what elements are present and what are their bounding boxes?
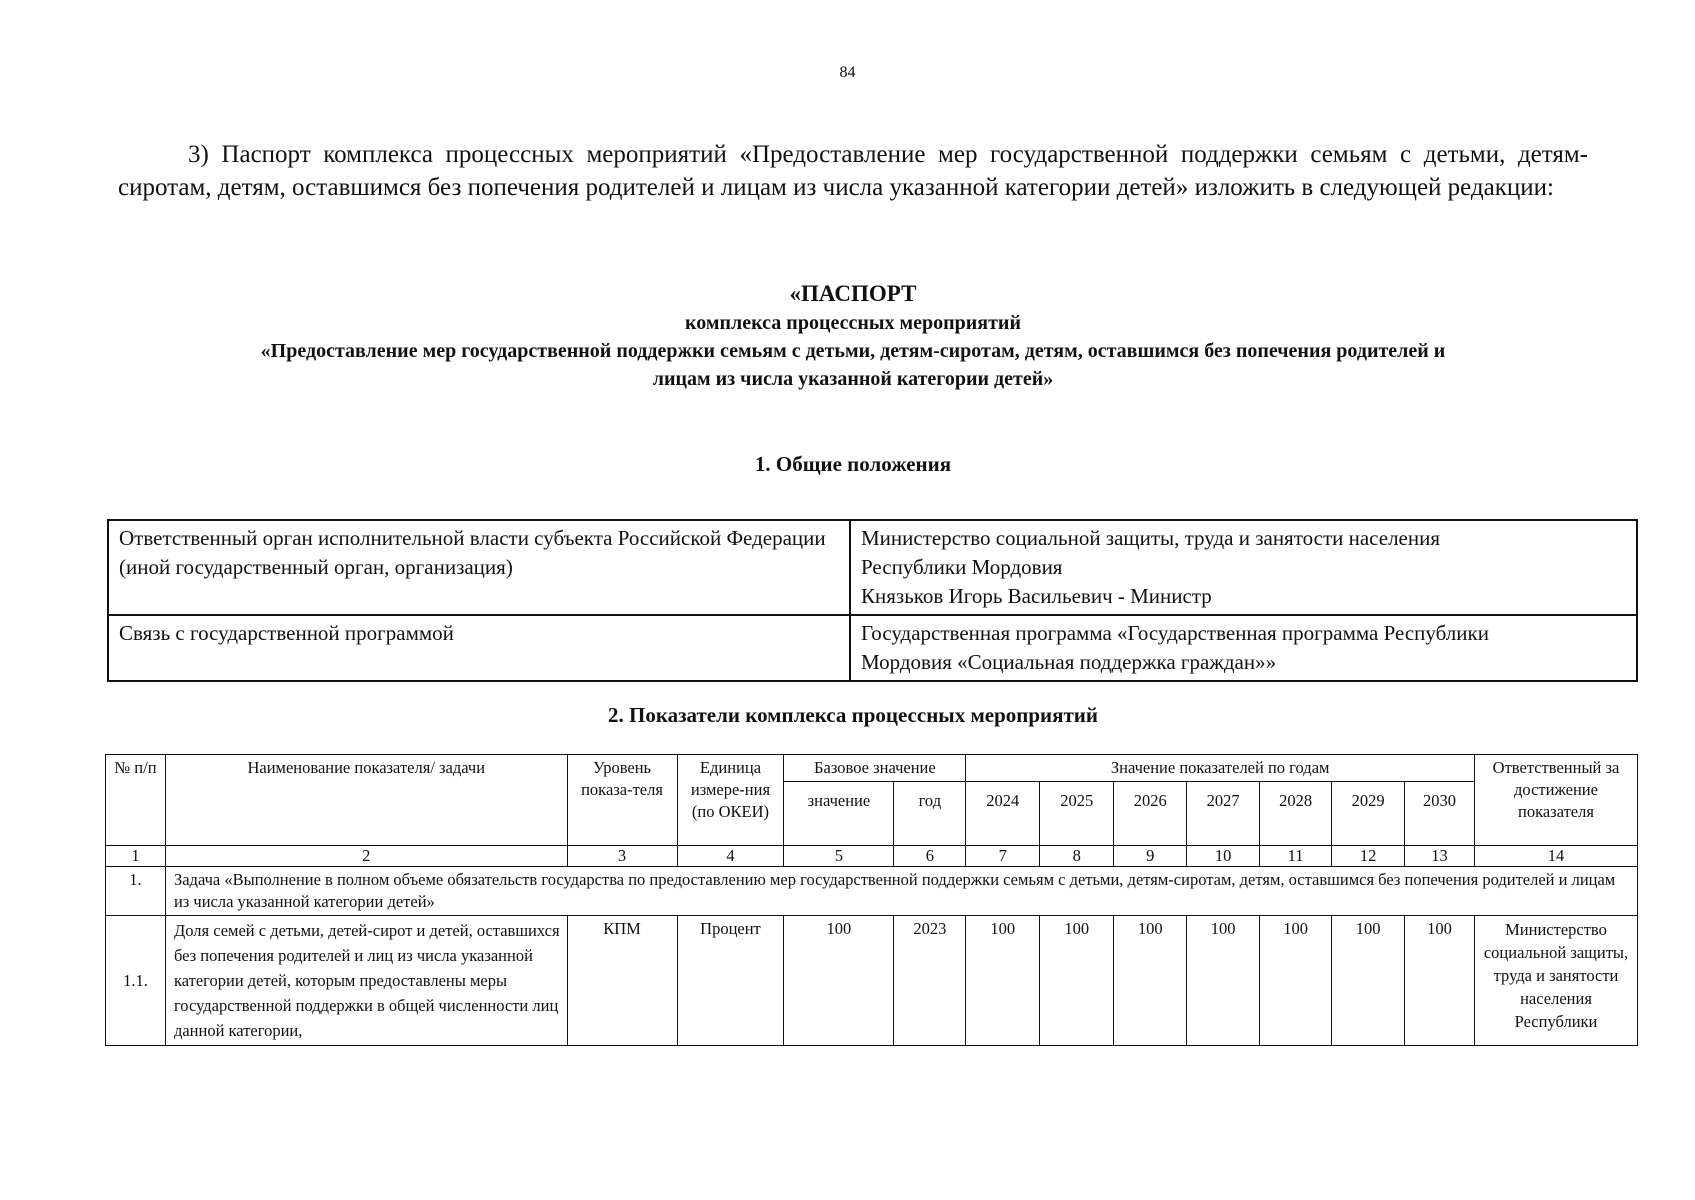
header-base-year: год — [894, 782, 966, 846]
col-number: 13 — [1405, 846, 1475, 867]
header-base: Базовое значение — [784, 755, 966, 782]
base-year: 2023 — [894, 916, 966, 1046]
header-year: 2030 — [1405, 782, 1475, 846]
section2-title: 2. Показатели комплекса процессных мероприятий — [607, 703, 1098, 727]
col-number: 12 — [1332, 846, 1405, 867]
value-line: Республики Мордовия — [861, 555, 1063, 579]
intro-text: 3) Паспорт комплекса процессных мероприятий «Предоставление мер государственной поддержки семьям с детьми, детям-сиротам, детям, оставшимся без попечения родителей и лицам из числа указанной категории детей» изложить в следующей редакции: — [118, 141, 1588, 201]
col-number: 10 — [1187, 846, 1260, 867]
year-value: 100 — [1114, 916, 1187, 1046]
section1-title: 1. Общие положения — [754, 452, 952, 476]
header-year: 2024 — [966, 782, 1040, 846]
col-number: 11 — [1260, 846, 1332, 867]
year-value: 100 — [1332, 916, 1405, 1046]
year-value: 100 — [1040, 916, 1114, 1046]
col-number: 1 — [106, 846, 166, 867]
col-number: 8 — [1040, 846, 1114, 867]
page-number: 84 — [839, 64, 856, 81]
year-value: 100 — [1260, 916, 1332, 1046]
col-number: 5 — [784, 846, 894, 867]
year-value: 100 — [1187, 916, 1260, 1046]
row-value — [850, 615, 1637, 681]
col-number: 2 — [165, 846, 567, 867]
row-num: 1.1. — [106, 916, 166, 1046]
row-label: Ответственный орган исполнительной власти субъекта Российской Федерации (иной государственный орган, организация) — [108, 520, 850, 615]
header-row — [106, 755, 1638, 782]
passport-heading — [118, 279, 1588, 393]
passport-title: «ПАСПОРТ — [789, 281, 917, 306]
indicators-table — [105, 754, 1638, 1046]
year-value: 100 — [966, 916, 1040, 1046]
column-numbers-row — [106, 846, 1638, 867]
header-year: 2026 — [1114, 782, 1187, 846]
intro-paragraph — [118, 138, 1588, 204]
table-row — [108, 520, 1637, 615]
header-years-group: Значение показателей по годам — [966, 755, 1475, 782]
table-row — [108, 615, 1637, 681]
header-base-value: значение — [784, 782, 894, 846]
header-responsible: Ответственный за достижение показателя — [1475, 755, 1638, 846]
header-year: 2025 — [1040, 782, 1114, 846]
task-row — [106, 867, 1638, 916]
general-provisions-table — [107, 519, 1638, 682]
passport-name-line2: лицам из числа указанной категории детей» — [652, 368, 1054, 390]
value-line: Князьков Игорь Васильевич - Министр — [861, 584, 1212, 608]
col-number: 6 — [894, 846, 966, 867]
row-label: Связь с государственной программой — [108, 615, 850, 681]
passport-name-line1: «Предоставление мер государственной поддержки семьям с детьми, детям-сиротам, детям, оставшимся без попечения родителей и — [260, 340, 1446, 362]
header-num: № п/п — [106, 755, 166, 846]
base-value: 100 — [784, 916, 894, 1046]
col-number: 4 — [677, 846, 784, 867]
value-line: Государственная программа «Государственная программа Республики — [861, 621, 1489, 645]
task-num: 1. — [106, 867, 166, 916]
header-name: Наименование показателя/ задачи — [165, 755, 567, 846]
indicator-level: КПМ — [567, 916, 677, 1046]
header-year: 2027 — [1187, 782, 1260, 846]
table-row — [106, 916, 1638, 1046]
value-line: Мордовия «Социальная поддержка граждан»» — [861, 650, 1277, 674]
header-year: 2029 — [1332, 782, 1405, 846]
task-text: Задача «Выполнение в полном объеме обязательств государства по предоставлению мер государственной поддержки семьям с детьми, детям-сиротам, детям, оставшимся без попечения родителей и лицам из числа указанной категории детей» — [165, 867, 1637, 916]
year-value: 100 — [1405, 916, 1475, 1046]
col-number: 3 — [567, 846, 677, 867]
col-number: 14 — [1475, 846, 1638, 867]
header-level: Уровень показа-теля — [567, 755, 677, 846]
value-line: Министерство социальной защиты, труда и занятости населения — [861, 526, 1441, 550]
indicator-name: Доля семей с детьми, детей-сирот и детей, оставшихся без попечения родителей и лиц из числа указанной категории детей, которым предоставлены меры государственной поддержки в общей численности лиц данной категории, — [165, 916, 567, 1046]
col-number: 7 — [966, 846, 1040, 867]
header-unit: Единица измере-ния (по ОКЕИ) — [677, 755, 784, 846]
header-year: 2028 — [1260, 782, 1332, 846]
indicator-unit: Процент — [677, 916, 784, 1046]
col-number: 9 — [1114, 846, 1187, 867]
row-value — [850, 520, 1637, 615]
passport-subtitle: комплекса процессных мероприятий — [685, 312, 1021, 334]
responsible: Министерство социальной защиты, труда и занятости населения Республики — [1475, 916, 1638, 1046]
